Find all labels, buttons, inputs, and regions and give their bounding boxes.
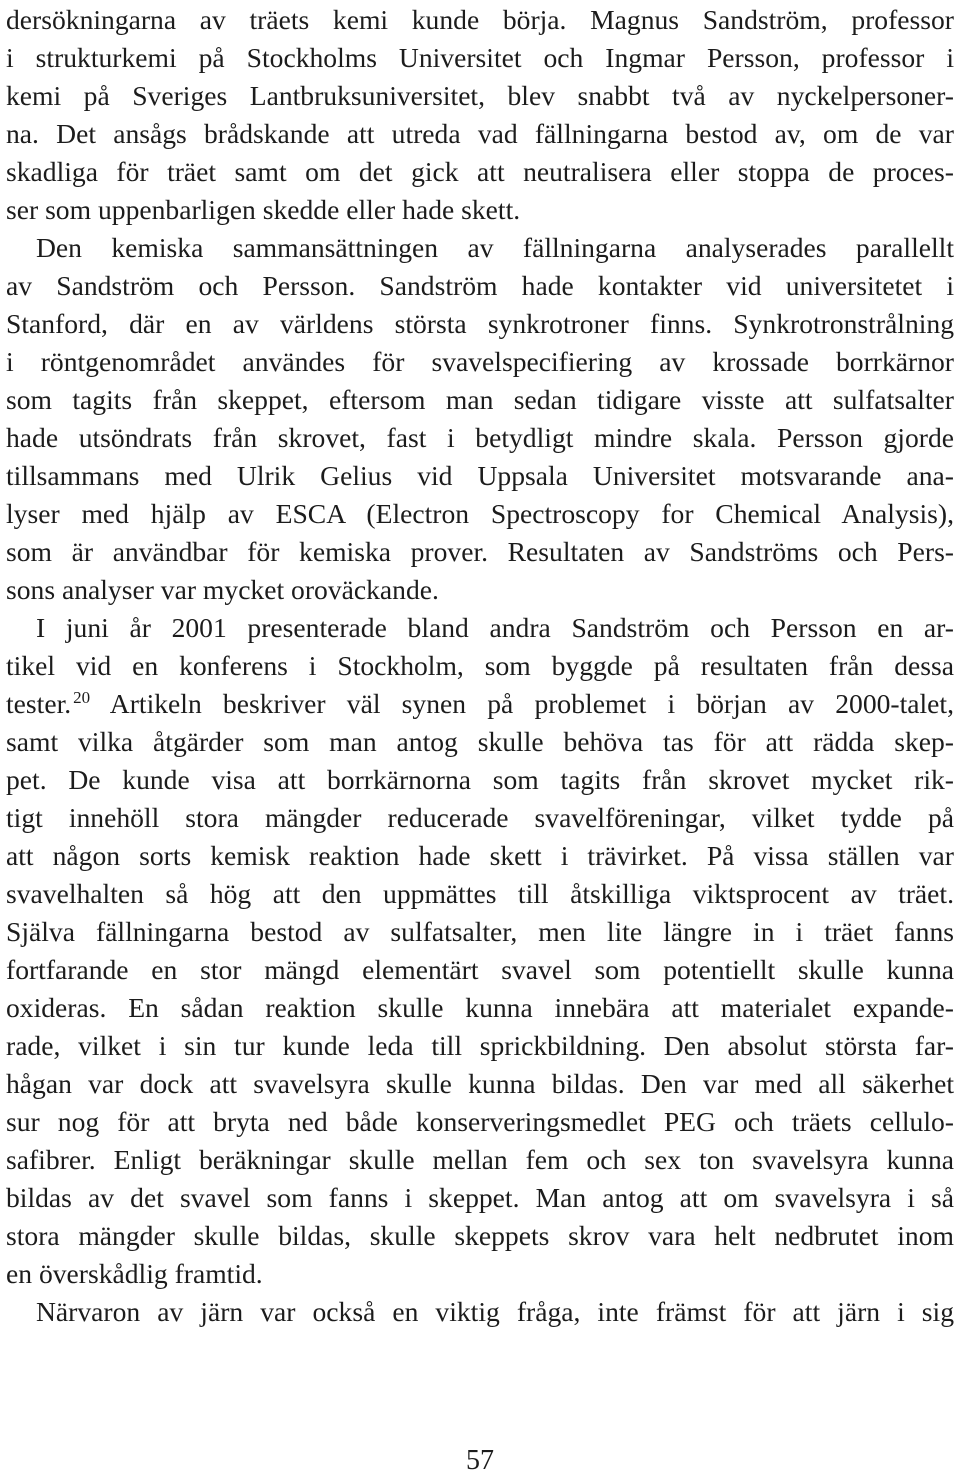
text-line: Närvaron av järn var också en viktig fråga, inte främst för att järn i sig [36,1296,954,1327]
text-line: fortfarande en stor mängd elementärt svavel som potentiellt skulle kunna [6,954,954,985]
text-line: I juni år 2001 presenterade bland andra Sandström och Persson en ar- [36,612,954,643]
text-line: na. Det ansågs brådskande att utreda vad fällningarna bestod av, om de var [6,118,954,149]
text-line: i strukturkemi på Stockholms Universitet och Ingmar Persson, professor i [6,42,954,73]
text-line: hågan var dock att svavelsyra skulle kunna bildas. Den var med all säkerhet [6,1068,954,1099]
text-line: hade utsöndrats från skrovet, fast i betydligt mindre skala. Persson gjorde [6,422,954,453]
text-line: som tagits från skeppet, eftersom man sedan tidigare visste att sulfatsalter [6,384,954,415]
text-segment: Artikeln beskriver väl synen på problemet i början av 2000-talet, [90,688,954,719]
text-line: att någon sorts kemisk reaktion hade skett i trävirket. På vissa ställen var [6,840,954,871]
text-line: samt vilka åtgärder som man antog skulle behöva tas för att rädda skep- [6,726,954,757]
text-line: en överskådlig framtid. [6,1258,263,1289]
footnote-reference[interactable]: 20 [73,688,91,707]
text-line: rade, vilket i sin tur kunde leda till sprickbildning. Den absolut största far- [6,1030,954,1061]
text-line: safibrer. Enligt beräkningar skulle mellan fem och sex ton svavelsyra kunna [6,1144,954,1175]
text-line: sons analyser var mycket oroväckande. [6,574,439,605]
text-line: i röntgenområdet användes för svavelspecifiering av krossade borrkärnor [6,346,954,377]
text-line: oxideras. En sådan reaktion skulle kunna innebära att materialet expande- [6,992,954,1023]
text-line: svavelhalten så hög att den uppmättes till åtskilliga viktsprocent av träet. [6,878,954,909]
text-line: pet. De kunde visa att borrkärnorna som tagits från skrovet mycket rik- [6,764,954,795]
text-line: sur nog för att bryta ned både konserveringsmedlet PEG och träets cellulo- [6,1106,954,1137]
text-line: lyser med hjälp av ESCA (Electron Spectroscopy for Chemical Analysis), [6,498,954,529]
text-line: Själva fällningarna bestod av sulfatsalter, men lite längre in i träet fanns [6,916,954,947]
text-segment: tester. [6,688,72,719]
text-line: tikel vid en konferens i Stockholm, som byggde på resultaten från dessa [6,650,954,681]
text-line: Stanford, där en av världens största synkrotroner finns. Synkrotronstrålning [6,308,954,339]
text-line: som är användbar för kemiska prover. Resultaten av Sandströms och Pers- [6,536,954,567]
text-line-with-footnote [6,685,954,723]
text-line: stora mängder skulle bildas, skulle skeppets skrov vara helt nedbrutet inom [6,1220,954,1251]
text-line: bildas av det svavel som fanns i skeppet. Man antog att om svavelsyra i så [6,1182,954,1213]
text-line: kemi på Sveriges Lantbruksuniversitet, blev snabbt två av nyckelpersoner- [6,80,954,111]
text-line: Den kemiska sammansättningen av fällningarna analyserades parallellt [36,232,954,263]
page-number: 57 [466,1445,494,1476]
text-line: av Sandström och Persson. Sandström hade kontakter vid universitetet i [6,270,954,301]
text-line: dersökningarna av träets kemi kunde börja. Magnus Sandström, professor [6,4,954,35]
text-line: tigt innehöll stora mängder reducerade svavelföreningar, vilket tydde på [6,802,954,833]
text-line: tillsammans med Ulrik Gelius vid Uppsala Universitet motsvarande ana- [6,460,954,491]
text-line: skadliga för träet samt om det gick att neutralisera eller stoppa de proces- [6,156,954,187]
text-line: ser som uppenbarligen skedde eller hade skett. [6,194,521,225]
